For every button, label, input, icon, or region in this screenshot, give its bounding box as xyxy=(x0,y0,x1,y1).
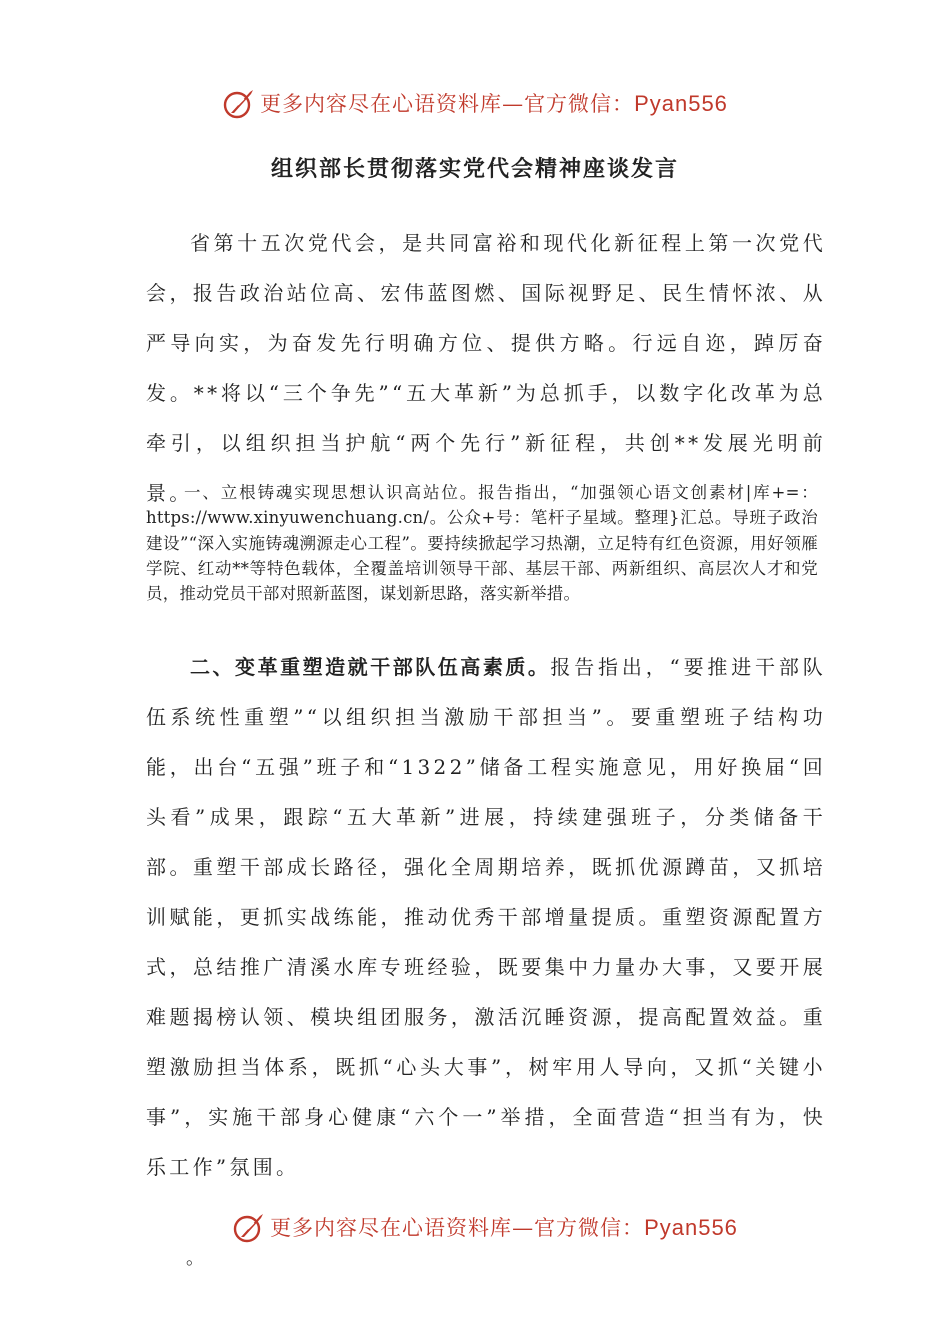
footer-banner xyxy=(10,1210,950,1244)
header-banner xyxy=(0,86,950,120)
paragraph-intro: 省第十五次党代会，是共同富裕和现代化新征程上第一次党代会，报告政治站位高、宏伟蓝图燃、国际视野足、民生情怀浓、从严导向实，为奋发先行明确方位、提供方略。行远自迩，踔厉奋发。**将以“三个争先”“五大革新”为总抓手，以数字化改革为总牵引，以组织担当护航“两个先行”新征程，共创**发展光明前景。 xyxy=(146,231,826,505)
trailing-punctuation: 。 xyxy=(186,1248,204,1269)
quill-pen-logo-icon xyxy=(222,86,256,120)
banner-text xyxy=(270,1212,738,1242)
banner-wechat-label: 官方微信： xyxy=(534,1216,645,1240)
document-title: 组织部长贯彻落实党代会精神座谈发言 xyxy=(270,157,679,182)
quill-pen-logo-icon xyxy=(232,1210,266,1244)
banner-text xyxy=(260,88,728,118)
banner-separator: — xyxy=(502,92,525,116)
banner-main-text: 更多内容尽在心语资料库 xyxy=(270,1216,513,1240)
paragraph-section-two xyxy=(146,642,826,1192)
section-two-heading: 二、变革重塑造就干部队伍高素质。 xyxy=(190,655,551,679)
banner-wechat-id: Pyan556 xyxy=(644,1215,738,1240)
paragraph-section-one: 一、立根铸魂实现思想认识高站位。报告指出，“加强领心语文创素材|库+=：https://www.xinyuwenchuang.cn/。公众+号：笔杆子星域。整理}汇总。导班子政治建设”“深入实施铸魂溯源走心工程”。要持续掀起学习热潮，立足特有红色资源，用好领雁学院、红动**等特色载体，全覆盖培训领导干部、基层干部、两新组织、高层次人才和党员，推动党员干部对照新蓝图，谋划新思路，落实新举措。 xyxy=(146,483,818,604)
banner-wechat-label: 官方微信： xyxy=(524,92,635,116)
section-two-body: 报告指出，“要推进干部队伍系统性重塑”“以组织担当激励干部担当”。要重塑班子结构功能，出台“五强”班子和“1322”储备工程实施意见，用好换届“回头看”成果，跟踪“五大革新”进展，持续建强班子，分类储备干部。重塑干部成长路径，强化全周期培养，既抓优源蹲苗，又抓培训赋能，更抓实战练能，推动优秀干部增量提质。重塑资源配置方式，总结推广清溪水库专班经验，既要集中力量办大事，又要开展难题揭榜认领、模块组团服务，激活沉睡资源，提高配置效益。重塑激励担当体系，既抓“心头大事”，树牢用人导向，又抓“关键小事”，实施干部身心健康“六个一”举措，全面营造“担当有为，快乐工作”氛围。 xyxy=(146,655,827,1179)
banner-main-text: 更多内容尽在心语资料库 xyxy=(260,92,503,116)
banner-wechat-id: Pyan556 xyxy=(634,91,728,116)
banner-separator: — xyxy=(512,1216,535,1240)
